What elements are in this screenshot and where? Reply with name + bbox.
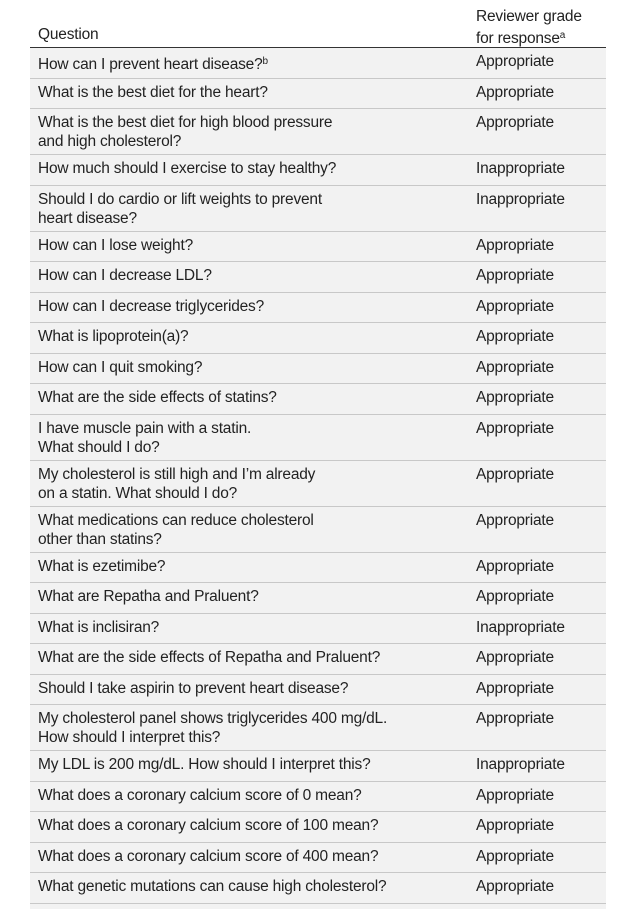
table-row bbox=[30, 232, 606, 263]
table-row bbox=[30, 583, 606, 614]
question-cell bbox=[38, 709, 458, 747]
question-text: What is inclisiran? bbox=[38, 618, 160, 636]
question-cell bbox=[38, 113, 458, 151]
grade-cell: Inappropriate bbox=[476, 160, 565, 177]
grade-column-header bbox=[476, 7, 601, 48]
question-text: My cholesterol panel shows triglycerides 400 mg/dL. How should I interpret this? bbox=[38, 710, 388, 746]
question-text: What are Repatha and Praluent? bbox=[38, 588, 259, 605]
question-cell bbox=[38, 52, 458, 74]
question-text: How can I decrease triglycerides? bbox=[38, 297, 265, 315]
grade-cell: Appropriate bbox=[476, 649, 554, 666]
question-text: My LDL is 200 mg/dL. How should I interpret this? bbox=[38, 756, 371, 773]
grade-cell: Appropriate bbox=[476, 878, 554, 895]
question-cell bbox=[38, 816, 458, 835]
question-text: Should I do cardio or lift weights to prevent heart disease? bbox=[38, 190, 322, 227]
grade-cell: Appropriate bbox=[476, 511, 554, 529]
grade-cell: Inappropriate bbox=[476, 618, 565, 636]
grade-cell: Inappropriate bbox=[476, 756, 565, 773]
question-cell bbox=[38, 465, 458, 503]
question-cell bbox=[38, 679, 458, 698]
question-text: What are the side effects of statins? bbox=[38, 389, 277, 406]
table-row bbox=[30, 843, 606, 874]
question-text: What does a coronary calcium score of 400 mean? bbox=[38, 847, 379, 865]
grade-cell: Appropriate bbox=[476, 786, 554, 804]
table-row bbox=[30, 675, 606, 706]
grade-cell: Appropriate bbox=[476, 83, 554, 101]
question-text: How can I decrease LDL? bbox=[38, 267, 212, 284]
table-row bbox=[30, 354, 606, 385]
question-cell bbox=[38, 297, 458, 316]
question-text: What are the side effects of Repatha and Praluent? bbox=[38, 649, 381, 666]
table-row bbox=[30, 384, 606, 415]
table-row bbox=[30, 79, 606, 110]
grade-footnote-marker: a bbox=[559, 30, 566, 41]
table-row bbox=[30, 873, 606, 904]
table-row bbox=[30, 155, 606, 186]
table-row bbox=[30, 186, 606, 232]
question-cell bbox=[38, 877, 458, 896]
grade-cell: Appropriate bbox=[476, 710, 554, 727]
question-text: What is the best diet for high blood pressure and high cholesterol? bbox=[38, 114, 333, 150]
question-text: My cholesterol is still high and I’m already on a statin. What should I do? bbox=[38, 465, 316, 502]
grade-cell: Appropriate bbox=[476, 297, 554, 315]
table-row bbox=[30, 644, 606, 675]
grade-cell: Appropriate bbox=[476, 114, 554, 131]
table-row bbox=[30, 109, 606, 155]
table-row bbox=[30, 48, 606, 79]
table-header bbox=[30, 0, 606, 48]
question-cell bbox=[38, 587, 458, 606]
table-row bbox=[30, 812, 606, 843]
table-row bbox=[30, 782, 606, 813]
grade-cell: Appropriate bbox=[476, 328, 554, 345]
question-column-header: Question bbox=[38, 26, 99, 43]
question-cell bbox=[38, 557, 458, 576]
question-cell bbox=[38, 327, 458, 346]
grade-cell: Appropriate bbox=[476, 557, 554, 575]
question-text: What medications can reduce cholesterol other than statins? bbox=[38, 511, 314, 548]
question-text: How can I quit smoking? bbox=[38, 358, 203, 376]
question-text: Should I take aspirin to prevent heart disease? bbox=[38, 679, 349, 697]
table-row bbox=[30, 461, 606, 507]
grade-cell: Appropriate bbox=[476, 236, 554, 254]
question-text: How can I prevent heart disease? bbox=[38, 56, 263, 73]
grade-column-header-line-1: Reviewer grade bbox=[476, 8, 582, 25]
grade-column-header-line-2: for response bbox=[476, 30, 560, 47]
question-cell bbox=[38, 786, 458, 805]
grade-cell: Appropriate bbox=[476, 389, 554, 406]
grade-cell: Appropriate bbox=[476, 465, 554, 483]
table-row bbox=[30, 415, 606, 461]
question-cell bbox=[38, 511, 458, 549]
table-row bbox=[30, 751, 606, 782]
question-text: How much should I exercise to stay healthy? bbox=[38, 160, 337, 177]
table-row bbox=[30, 507, 606, 553]
question-text: How can I lose weight? bbox=[38, 236, 193, 254]
grade-cell: Appropriate bbox=[476, 817, 554, 834]
question-cell bbox=[38, 388, 458, 407]
question-text: I have muscle pain with a statin. What should I do? bbox=[38, 419, 252, 456]
question-cell bbox=[38, 358, 458, 377]
question-cell bbox=[38, 266, 458, 285]
question-cell bbox=[38, 755, 458, 774]
question-footnote-marker: b bbox=[262, 56, 268, 67]
table-row bbox=[30, 614, 606, 645]
table-row bbox=[30, 705, 606, 751]
question-text: What is lipoprotein(a)? bbox=[38, 328, 189, 345]
question-cell bbox=[38, 648, 458, 667]
question-cell bbox=[38, 190, 458, 228]
question-text: What does a coronary calcium score of 100 mean? bbox=[38, 817, 379, 834]
question-cell bbox=[38, 847, 458, 866]
table-row bbox=[30, 553, 606, 584]
question-text: What does a coronary calcium score of 0 mean? bbox=[38, 786, 362, 804]
table-row bbox=[30, 293, 606, 324]
grade-cell: Appropriate bbox=[476, 267, 554, 284]
grade-cell: Inappropriate bbox=[476, 190, 565, 208]
question-cell bbox=[38, 159, 458, 178]
grade-cell: Appropriate bbox=[476, 358, 554, 376]
grade-cell: Appropriate bbox=[476, 419, 554, 437]
grade-cell: Appropriate bbox=[476, 53, 554, 70]
question-text: What is the best diet for the heart? bbox=[38, 83, 268, 101]
table-row bbox=[30, 323, 606, 354]
grade-cell: Appropriate bbox=[476, 588, 554, 605]
question-cell bbox=[38, 419, 458, 457]
table-row bbox=[30, 262, 606, 293]
question-text: What genetic mutations can cause high cholesterol? bbox=[38, 878, 387, 895]
question-text: What is ezetimibe? bbox=[38, 557, 166, 575]
question-cell bbox=[38, 83, 458, 102]
question-cell bbox=[38, 236, 458, 255]
grade-cell: Appropriate bbox=[476, 847, 554, 865]
questions-table bbox=[30, 0, 606, 909]
grade-cell: Appropriate bbox=[476, 679, 554, 697]
question-cell bbox=[38, 618, 458, 637]
